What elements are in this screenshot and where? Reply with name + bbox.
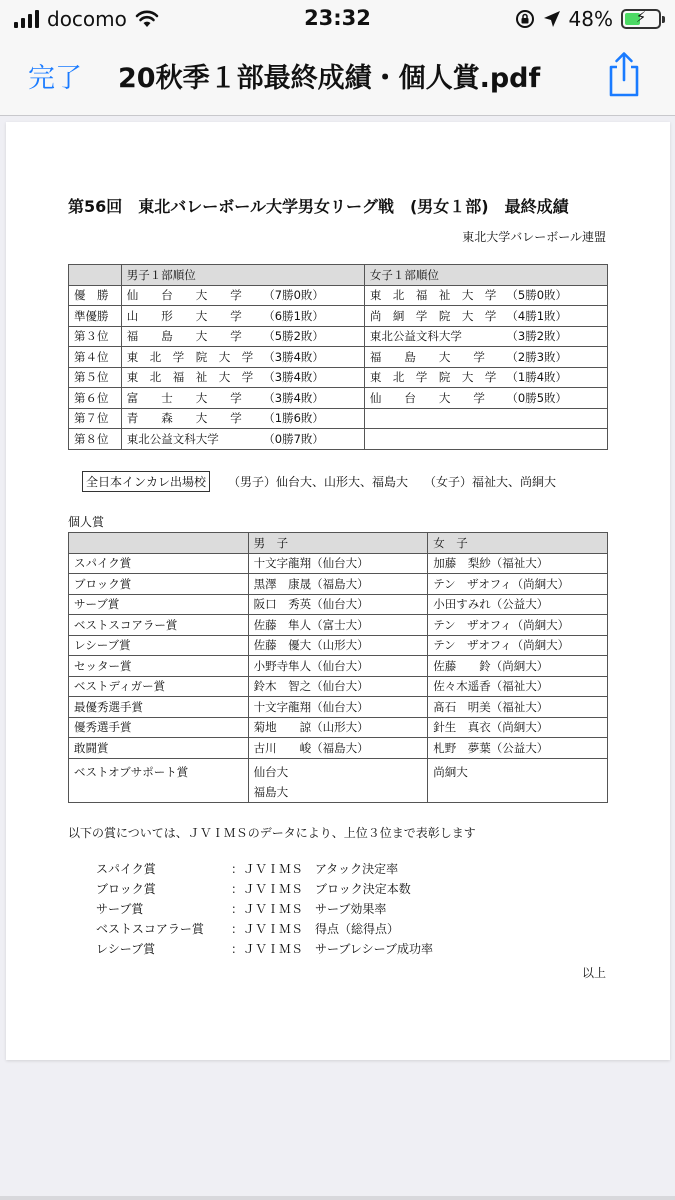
men-team-cell: 東 北 学 院 大 学	[121, 347, 258, 368]
status-bar	[0, 0, 675, 38]
jvims-criteria-row	[96, 858, 433, 878]
jvims-criteria: ：ＪＶＩＭＳ サーブ効果率	[231, 901, 387, 916]
standings-header-row	[69, 265, 608, 286]
battery-percent: 48%	[568, 7, 613, 31]
carrier-label: docomo	[47, 7, 127, 31]
award-row	[69, 697, 608, 718]
award-men-cell: 菊地 諒（山形大）	[248, 717, 428, 738]
status-right	[515, 7, 661, 31]
jvims-award: ブロック賞	[96, 881, 156, 896]
rank-cell: 第４位	[69, 347, 122, 368]
jvims-criteria-row	[96, 878, 433, 898]
jvims-award: サーブ賞	[96, 901, 144, 916]
jvims-criteria: ：ＪＶＩＭＳ アタック決定率	[231, 861, 399, 876]
award-row	[69, 738, 608, 759]
inkare-label: 全日本インカレ出場校	[82, 471, 210, 492]
awards-header-row	[69, 533, 608, 554]
men-record-cell: （5勝2敗）	[258, 326, 364, 347]
women-team-cell: 尚 絅 学 院 大 学	[364, 306, 501, 327]
award-women-cell: 針生 真衣（尚絅大）	[428, 717, 608, 738]
award-name-cell: 優秀選手賞	[69, 717, 249, 738]
support-men-line-1: 仙台大	[253, 764, 289, 779]
women-team-cell: 東 北 福 祉 大 学	[364, 285, 501, 306]
standings-header-women: 女子１部順位	[364, 265, 607, 286]
rank-cell: 準優勝	[69, 306, 122, 327]
award-men-cell: 古川 峻（福島大）	[248, 738, 428, 759]
award-row-support	[69, 758, 608, 802]
award-men-cell: 阪口 秀英（仙台大）	[248, 594, 428, 615]
support-men-line-2: 福島大	[253, 784, 289, 799]
bottom-edge	[0, 1196, 675, 1200]
men-team-cell: 東 北 福 祉 大 学	[121, 367, 258, 388]
rank-cell: 優 勝	[69, 285, 122, 306]
award-name-cell: ベストオブサポート賞	[69, 758, 249, 802]
pdf-page[interactable]	[6, 122, 670, 1060]
award-men-cell: 鈴木 智之（仙台大）	[248, 676, 428, 697]
men-team-cell: 青 森 大 学	[121, 408, 258, 429]
award-row	[69, 594, 608, 615]
award-women-cell: テン ザオフィ（尚絅大）	[428, 635, 608, 656]
orientation-lock-icon	[515, 9, 535, 29]
jvims-criteria: ：ＪＶＩＭＳ サーブレシーブ成功率	[231, 941, 434, 956]
jvims-award: レシーブ賞	[96, 941, 156, 956]
award-name-cell: サーブ賞	[69, 594, 249, 615]
women-empty-cell	[364, 408, 607, 429]
report-title: 第56回 東北バレーボール大学男女リーグ戦 (男女１部) 最終成績	[68, 197, 569, 216]
individual-awards-heading: 個人賞	[68, 515, 105, 529]
rank-cell: 第３位	[69, 326, 122, 347]
women-record-cell: （2勝3敗）	[501, 347, 607, 368]
award-women-cell: テン ザオフィ（尚絅大）	[428, 574, 608, 595]
award-name-cell: ベストスコアラー賞	[69, 615, 249, 636]
awards-header-men: 男 子	[248, 533, 428, 554]
men-record-cell: （3勝4敗）	[258, 347, 364, 368]
women-team-cell: 福 島 大 学	[364, 347, 501, 368]
women-record-cell: （1勝4敗）	[501, 367, 607, 388]
award-women-cell: 小田すみれ（公益大）	[428, 594, 608, 615]
award-men-cell: 十文字龍翔（仙台大）	[248, 553, 428, 574]
organization-name: 東北大学バレーボール連盟	[462, 230, 606, 244]
women-empty-cell	[364, 429, 607, 450]
jvims-award: ベストスコアラー賞	[96, 921, 204, 936]
nav-bar	[0, 38, 675, 116]
awards-header-award	[69, 533, 249, 554]
location-arrow-icon	[543, 10, 561, 28]
men-team-cell: 仙 台 大 学	[121, 285, 258, 306]
inkare-women: （女子）福祉大、尚絅大	[424, 475, 557, 489]
women-record-cell: （0勝5敗）	[501, 388, 607, 409]
jvims-criteria-row	[96, 918, 433, 938]
award-men-cell: 佐藤 隼人（富士大）	[248, 615, 428, 636]
closing-text: 以上	[581, 966, 606, 980]
award-row	[69, 615, 608, 636]
award-women-cell: 髙石 明美（福祉大）	[428, 697, 608, 718]
award-name-cell: セッター賞	[69, 656, 249, 677]
award-row	[69, 656, 608, 677]
men-record-cell: （1勝6敗）	[258, 408, 364, 429]
women-record-cell: （3勝2敗）	[501, 326, 607, 347]
award-women-cell: 佐々木遥香（福祉大）	[428, 676, 608, 697]
award-row	[69, 717, 608, 738]
jvims-criteria-row	[96, 938, 433, 958]
done-button[interactable]: 完了	[28, 63, 82, 94]
jvims-award: スパイク賞	[96, 861, 156, 876]
award-row	[69, 676, 608, 697]
award-men-cell: 小野寺隼人（仙台大）	[248, 656, 428, 677]
standings-row	[69, 326, 608, 347]
rank-cell: 第５位	[69, 367, 122, 388]
awards-header-women: 女 子	[428, 533, 608, 554]
jvims-note: 以下の賞については、ＪＶＩＭＳのデータにより、上位３位まで表彰します	[68, 826, 476, 840]
battery-icon	[621, 9, 661, 29]
inkare-qualifiers	[82, 471, 556, 492]
award-women-cell: 札野 夢葉（公益大）	[428, 738, 608, 759]
rank-cell: 第６位	[69, 388, 122, 409]
charging-bolt-icon: ⚡	[635, 8, 647, 26]
men-record-cell: （6勝1敗）	[258, 306, 364, 327]
women-team-cell: 東北公益文科大学	[364, 326, 501, 347]
award-women-cell: 加藤 梨紗（福祉大）	[428, 553, 608, 574]
award-men-cell: 十文字龍翔（仙台大）	[248, 697, 428, 718]
document-title: 20秋季１部最終成績・個人賞.pdf	[118, 63, 541, 94]
rank-cell: 第８位	[69, 429, 122, 450]
rank-cell: 第７位	[69, 408, 122, 429]
award-row	[69, 553, 608, 574]
men-record-cell: （7勝0敗）	[258, 285, 364, 306]
standings-row	[69, 388, 608, 409]
award-name-cell: ベストディガー賞	[69, 676, 249, 697]
standings-row	[69, 285, 608, 306]
award-name-cell: ブロック賞	[69, 574, 249, 595]
jvims-criteria-row	[96, 898, 433, 918]
award-name-cell: 最優秀選手賞	[69, 697, 249, 718]
jvims-criteria: ：ＪＶＩＭＳ ブロック決定本数	[231, 881, 411, 896]
men-team-cell: 東北公益文科大学	[121, 429, 258, 450]
jvims-criteria-list	[96, 858, 433, 958]
award-name-cell: 敢闘賞	[69, 738, 249, 759]
women-record-cell: （5勝0敗）	[501, 285, 607, 306]
jvims-criteria: ：ＪＶＩＭＳ 得点（総得点）	[231, 921, 400, 936]
inkare-men: （男子）仙台大、山形大、福島大	[228, 475, 409, 489]
award-men-cell: 佐藤 優大（山形大）	[248, 635, 428, 656]
standings-header-rank	[69, 265, 122, 286]
men-team-cell: 山 形 大 学	[121, 306, 258, 327]
award-name-cell: スパイク賞	[69, 553, 249, 574]
standings-row	[69, 367, 608, 388]
standings-table	[68, 264, 608, 450]
award-men-cell	[248, 758, 428, 802]
men-team-cell: 福 島 大 学	[121, 326, 258, 347]
women-record-cell: （4勝1敗）	[501, 306, 607, 327]
award-men-cell: 黒澤 康晟（福島大）	[248, 574, 428, 595]
standings-row	[69, 306, 608, 327]
standings-row	[69, 429, 608, 450]
women-team-cell: 東 北 学 院 大 学	[364, 367, 501, 388]
women-team-cell: 仙 台 大 学	[364, 388, 501, 409]
men-record-cell: （0勝7敗）	[258, 429, 364, 450]
share-icon[interactable]	[604, 51, 644, 97]
award-women-cell: テン ザオフィ（尚絅大）	[428, 615, 608, 636]
award-name-cell: レシーブ賞	[69, 635, 249, 656]
award-women-cell: 尚絅大	[428, 758, 608, 802]
men-team-cell: 富 士 大 学	[121, 388, 258, 409]
men-record-cell: （3勝4敗）	[258, 367, 364, 388]
standings-header-men: 男子１部順位	[121, 265, 364, 286]
status-time: 23:32	[304, 6, 371, 30]
award-row	[69, 635, 608, 656]
individual-awards-table	[68, 532, 608, 803]
standings-row	[69, 347, 608, 368]
award-row	[69, 574, 608, 595]
standings-row	[69, 408, 608, 429]
men-record-cell: （3勝4敗）	[258, 388, 364, 409]
award-women-cell: 佐藤 鈴（尚絅大）	[428, 656, 608, 677]
